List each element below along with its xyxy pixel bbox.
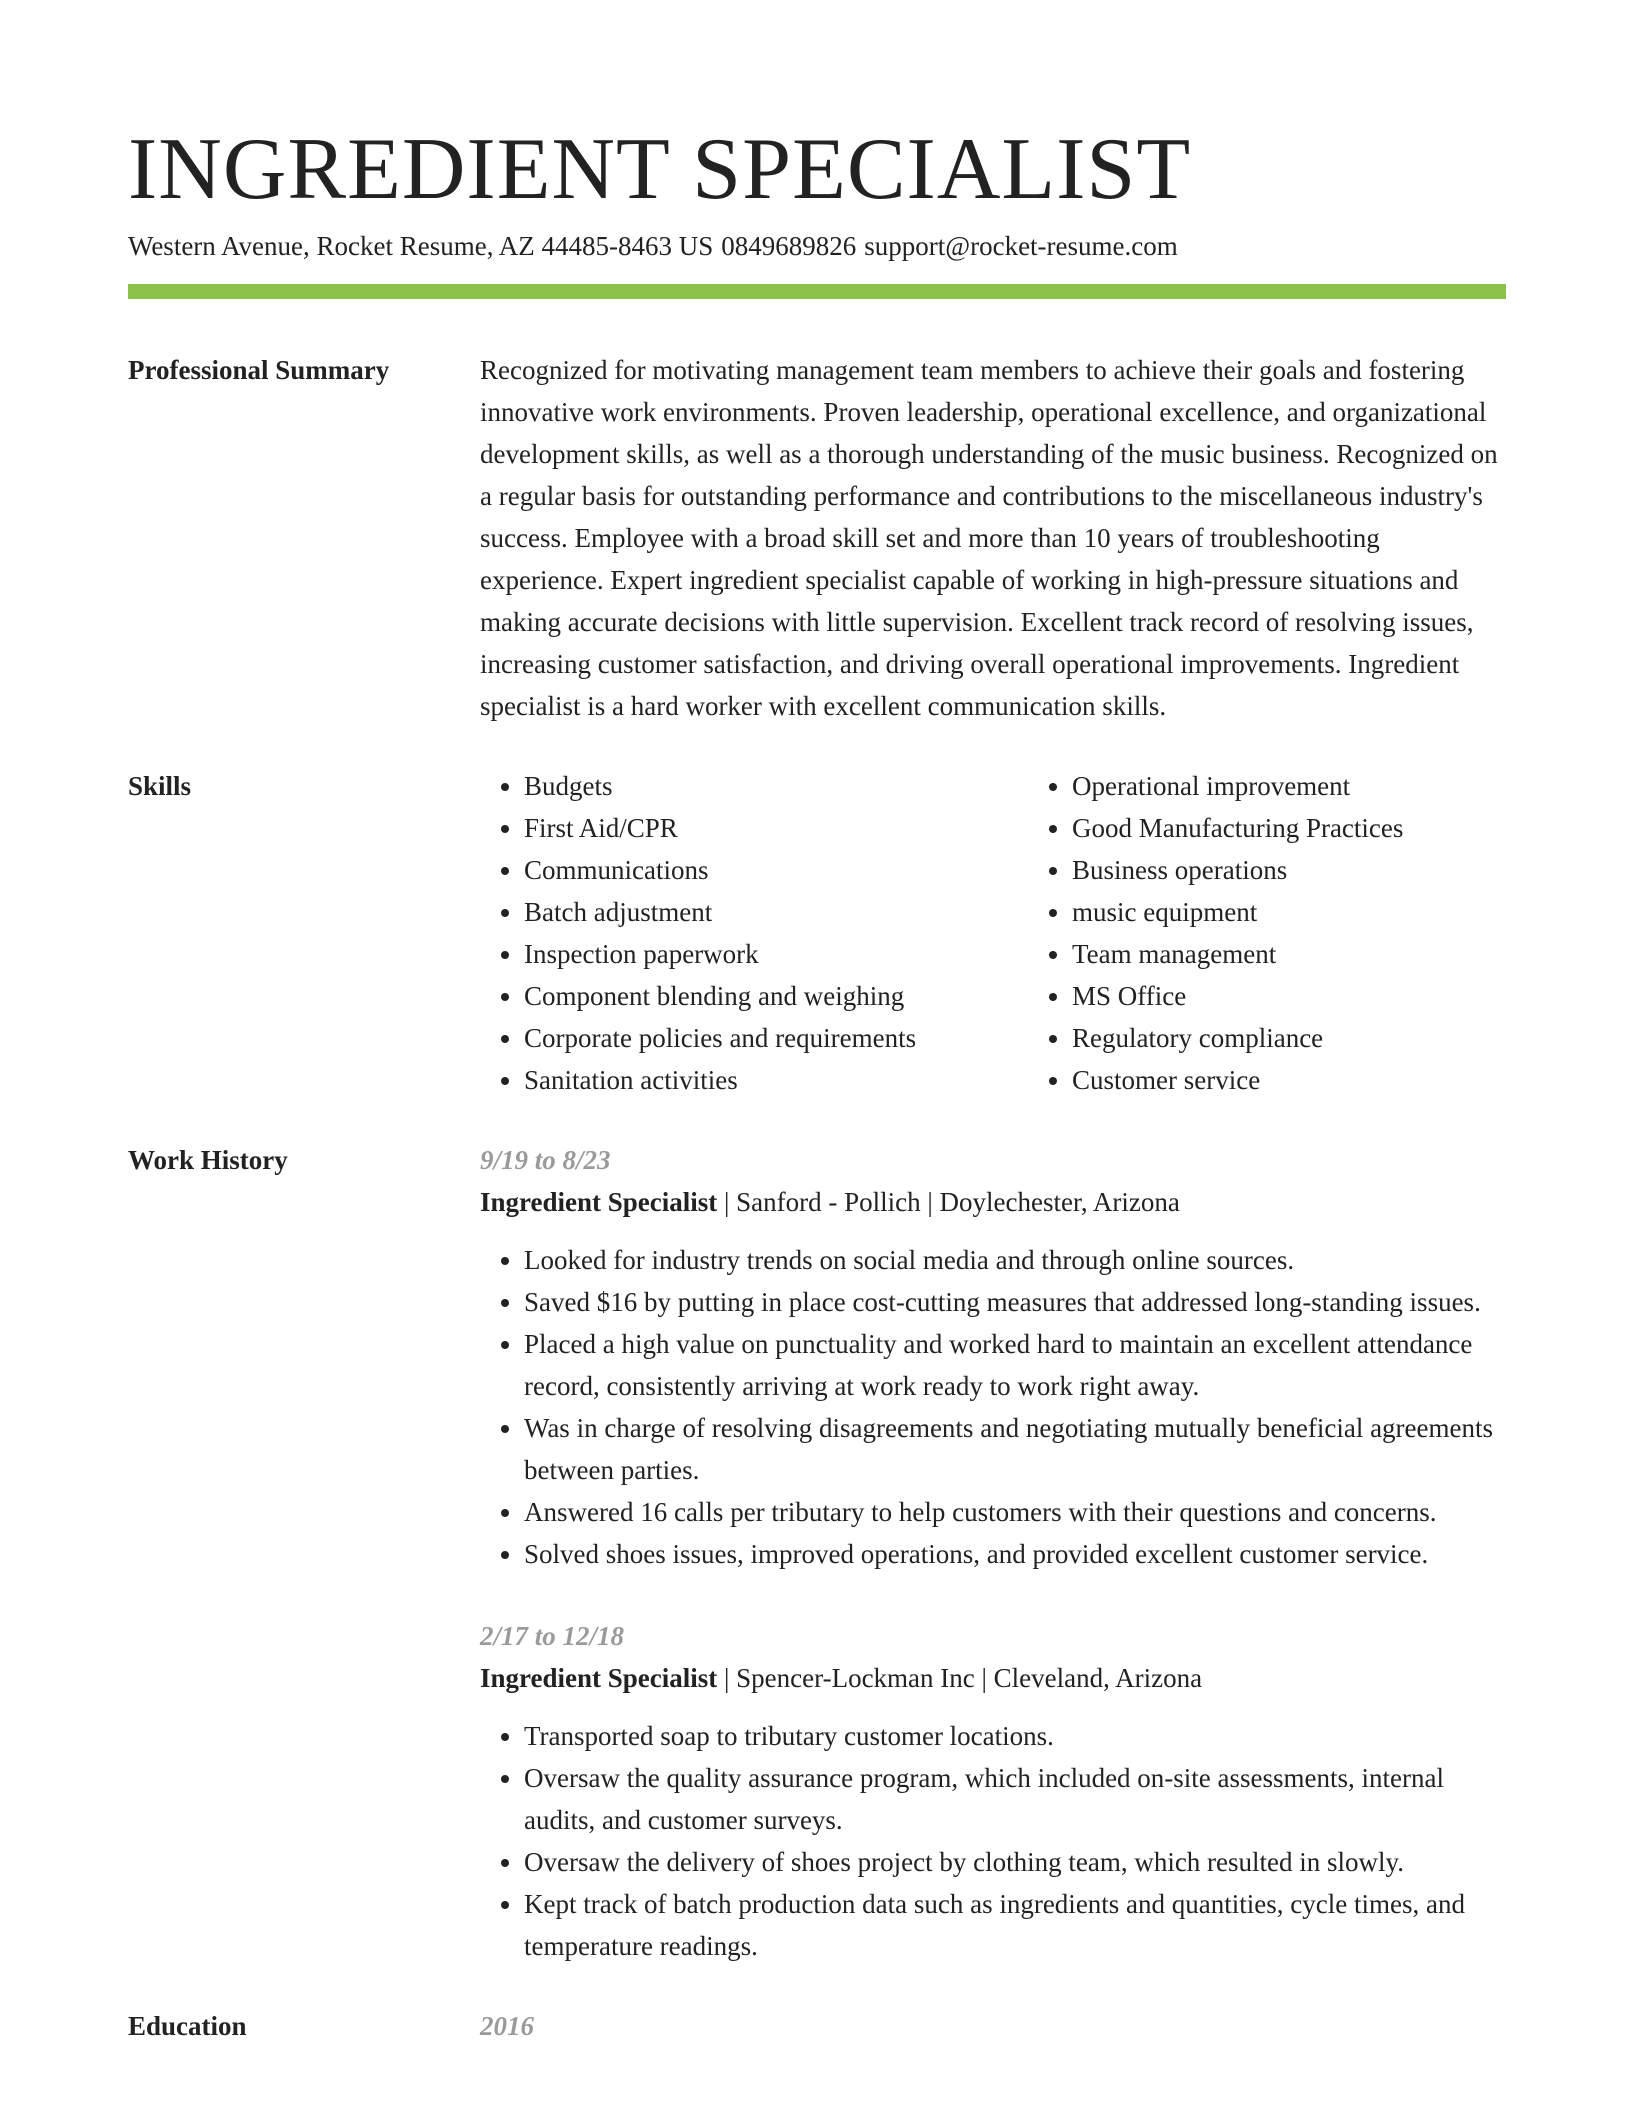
job-bullets xyxy=(480,1715,1506,1967)
job-bullet: • Kept track of batch production data such as ingredients and quantities, cycle times, and temperature readings. xyxy=(524,1883,1506,1967)
skill-item: • Customer service xyxy=(1072,1059,1403,1101)
work-history-section xyxy=(128,1139,1506,1967)
skill-item: • Regulatory compliance xyxy=(1072,1017,1403,1059)
skill-item: • MS Office xyxy=(1072,975,1403,1017)
resume-name: INGREDIENT SPECIALIST xyxy=(128,121,1192,218)
job-employer-location: | Spencer-Lockman Inc | Cleveland, Arizona xyxy=(717,1663,1203,1693)
skill-item: • Team management xyxy=(1072,933,1403,975)
work-history-entries xyxy=(480,1139,1506,1967)
resume-page xyxy=(128,118,1506,2047)
job-employer-location: | Sanford - Pollich | Doylechester, Arizona xyxy=(717,1187,1180,1217)
summary-section xyxy=(128,349,1506,727)
skill-item: • Operational improvement xyxy=(1072,765,1403,807)
skill-item: • Batch adjustment xyxy=(524,891,1028,933)
skills-columns xyxy=(480,765,1506,1101)
job-dates: 2/17 to 12/18 xyxy=(480,1621,625,1651)
education-section xyxy=(128,2005,1506,2047)
summary-heading: Professional Summary xyxy=(128,355,390,385)
job-bullet: • Saved $16 by putting in place cost-cutting measures that addressed long-standing issues. xyxy=(524,1281,1506,1323)
contact-address: Western Avenue, Rocket Resume, AZ 44485-8463 US xyxy=(128,231,714,261)
skill-item: • music equipment xyxy=(1072,891,1403,933)
skill-item: • Corporate policies and requirements xyxy=(524,1017,1028,1059)
education-heading: Education xyxy=(128,2011,247,2041)
skill-item: • Communications xyxy=(524,849,1028,891)
work-history-heading: Work History xyxy=(128,1145,288,1175)
contact-phone: 0849689826 xyxy=(721,231,857,261)
job-bullet: • Was in charge of resolving disagreements and negotiating mutually beneficial agreements between parties. xyxy=(524,1407,1506,1491)
job-entry xyxy=(480,1139,1506,1575)
job-dates: 9/19 to 8/23 xyxy=(480,1145,611,1175)
job-bullet: • Answered 16 calls per tributary to help customers with their questions and concerns. xyxy=(524,1491,1506,1533)
job-title-line xyxy=(480,1181,1506,1223)
job-bullet: • Oversaw the quality assurance program, which included on-site assessments, internal audits, and customer surveys. xyxy=(524,1757,1506,1841)
job-entry xyxy=(480,1615,1506,1967)
skill-item: • Budgets xyxy=(524,765,1028,807)
job-title: Ingredient Specialist xyxy=(480,1663,718,1693)
job-bullet: • Placed a high value on punctuality and worked hard to maintain an excellent attendance record, consistently arriving at work ready to work right away. xyxy=(524,1323,1506,1407)
job-bullet: • Oversaw the delivery of shoes project by clothing team, which resulted in slowly. xyxy=(524,1841,1506,1883)
skill-item: • Sanitation activities xyxy=(524,1059,1028,1101)
contact-line xyxy=(128,228,1506,264)
education-year: 2016 xyxy=(480,2011,534,2041)
education-entries xyxy=(480,2005,1506,2047)
skill-item: • Component blending and weighing xyxy=(524,975,1028,1017)
skill-item: • Business operations xyxy=(1072,849,1403,891)
job-bullet: • Looked for industry trends on social media and through online sources. xyxy=(524,1239,1506,1281)
skill-item: • Inspection paperwork xyxy=(524,933,1028,975)
job-title: Ingredient Specialist xyxy=(480,1187,718,1217)
summary-text: Recognized for motivating management team members to achieve their goals and fostering innovative work environments. Proven leadership, operational excellence, and organizational development skills, as well as a thorough understanding of the music business. Recognized on a regular basis for outstanding performance and contributions to the miscellaneous industry's success. Employee with a broad skill set and more than 10 years of troubleshooting experience. Expert ingredient specialist capable of working in high-pressure situations and making accurate decisions with little supervision. Excellent track record of resolving issues, increasing customer satisfaction, and driving overall operational improvements. Ingredient specialist is a hard worker with excellent communication skills. xyxy=(480,355,1498,721)
job-bullet: • Transported soap to tributary customer locations. xyxy=(524,1715,1506,1757)
job-title-line xyxy=(480,1657,1506,1699)
skills-section xyxy=(128,765,1506,1101)
skills-list-right xyxy=(1028,765,1403,1101)
contact-email: support@rocket-resume.com xyxy=(864,231,1178,261)
skills-list-left xyxy=(480,765,1028,1101)
job-bullet: • Solved shoes issues, improved operations, and provided excellent customer service. xyxy=(524,1533,1506,1575)
job-bullets xyxy=(480,1239,1506,1575)
skill-item: • Good Manufacturing Practices xyxy=(1072,807,1403,849)
skill-item: • First Aid/CPR xyxy=(524,807,1028,849)
skills-heading: Skills xyxy=(128,771,192,801)
header-divider xyxy=(128,284,1506,299)
